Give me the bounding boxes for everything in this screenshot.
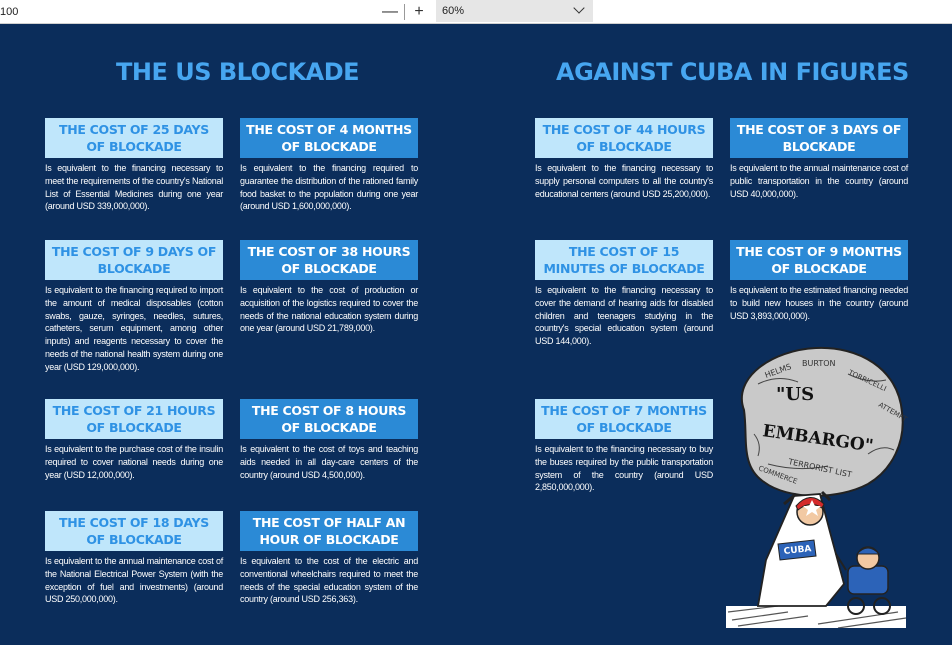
card-text: Is equivalent to the estimated financing needed to build new houses in the country (around USD 3,893,000,000). [730, 285, 908, 321]
card-heading: THE COST OF 8 HOURS OF BLOCKADE [240, 399, 418, 439]
fact-card [240, 240, 418, 335]
card-heading: THE COST OF 9 DAYS OF BLOCKADE [45, 240, 223, 280]
card-text: Is equivalent to the financing necessary to buy the buses required by the public transportation system of the country (around USD 2,850,000,000). [535, 444, 713, 493]
fact-card [730, 240, 908, 322]
rock-word-burton: BURTON [802, 359, 836, 368]
cuba-figure [758, 492, 844, 606]
page-title-left: THE US BLOCKADE [116, 58, 360, 86]
fact-card [45, 118, 223, 213]
child-in-stroller [836, 547, 890, 614]
card-text: Is equivalent to the purchase cost of the insulin required to cover national needs during one year (USD 12,000,000). [45, 444, 223, 480]
fact-card [730, 118, 908, 200]
card-heading: THE COST OF 38 HOURS OF BLOCKADE [240, 240, 418, 280]
card-text: Is equivalent to the cost of production or acquisition of the logistics required to cover the needs of the national education system during one year (around USD 21,789,000). [240, 285, 418, 334]
fact-card [240, 399, 418, 481]
card-heading: THE COST OF HALF AN HOUR OF BLOCKADE [240, 511, 418, 551]
fact-card [45, 511, 223, 606]
child-cap [857, 548, 879, 554]
viewer-toolbar [0, 0, 952, 24]
card-heading: THE COST OF 25 DAYS OF BLOCKADE [45, 118, 223, 158]
embargo-cartoon-illustration [718, 344, 910, 628]
card-text: Is equivalent to the financing necessary to meet the requirements of the country's National List of Essential Medicines during one year (around USD 339,000,000). [45, 163, 223, 212]
card-text: Is equivalent to the cost of toys and teaching aids needed in all day-care centers of the country (around USD 4,500,000). [240, 444, 418, 480]
card-text: Is equivalent to the annual maintenance cost of the National Electrical Power System (with the exception of fuel and investments) (around USD 250,000,000). [45, 556, 223, 605]
card-text: Is equivalent to the financing required to guarantee the distribution of the rationed family food basket to the population during one year (around USD 1,600,000,000). [240, 163, 418, 212]
card-heading: THE COST OF 4 MONTHS OF BLOCKADE [240, 118, 418, 158]
card-text: Is equivalent to the financing required to import the amount of medical disposables (cotton swabs, gauze, syringes, needles, sutures, catheters, serum equipment, among other inputs) and reagents necessary to cover the needs of the national health system during one year (USD 129,000,000). [45, 285, 223, 372]
rock-word-torricelli: TORRICELLI [847, 368, 888, 394]
rock-word-commerce: COMMERCE [757, 464, 799, 486]
rock-word-terrorist: TERRORIST LIST [787, 457, 853, 480]
card-text: Is equivalent to the financing necessary to cover the demand of hearing aids for disabled children and teenagers studying in the country's special education system (around USD 144,000). [535, 285, 713, 347]
card-heading: THE COST OF 9 MONTHS OF BLOCKADE [730, 240, 908, 280]
fact-card [535, 240, 713, 348]
fact-card [240, 511, 418, 606]
cuba-label: CUBA [783, 544, 812, 557]
rock-embargo-line1: "US [776, 384, 815, 405]
zoom-value: 60% [442, 5, 465, 17]
zoom-in-button[interactable]: + [414, 3, 424, 20]
fact-card [535, 118, 713, 200]
page-number-field[interactable]: 100 [0, 6, 19, 18]
toolbar-divider [404, 4, 405, 20]
card-heading: THE COST OF 44 HOURS OF BLOCKADE [535, 118, 713, 158]
zoom-out-button[interactable]: — [382, 3, 398, 20]
rock-word-helms: HELMS [763, 362, 793, 380]
card-heading: THE COST OF 21 HOURS OF BLOCKADE [45, 399, 223, 439]
card-heading: THE COST OF 7 MONTHS OF BLOCKADE [535, 399, 713, 439]
fact-card [45, 240, 223, 374]
fact-card [535, 399, 713, 494]
card-heading: THE COST OF 15 MINUTES OF BLOCKADE [535, 240, 713, 280]
card-text: Is equivalent to the financing necessary to supply personal computers to all the country's educational centers (around USD 25,200,000). [535, 163, 713, 199]
card-text: Is equivalent to the cost of the electric and conventional wheelchairs required to meet the needs of the special education system of the country (around USD 256,363). [240, 556, 418, 605]
chevron-down-icon [573, 2, 584, 13]
rock-word-attempt: ATTEMPT [877, 400, 909, 424]
page-title-right: AGAINST CUBA IN FIGURES [556, 58, 909, 86]
rock-embargo-line2: EMBARGO" [761, 421, 875, 457]
stroller-body [848, 566, 888, 594]
zoom-dropdown[interactable] [436, 0, 593, 22]
card-text: Is equivalent to the annual maintenance cost of public transportation in the country (around USD 40,000,000). [730, 163, 908, 199]
fact-card [45, 399, 223, 481]
fact-card [240, 118, 418, 213]
card-heading: THE COST OF 3 DAYS OF BLOCKADE [730, 118, 908, 158]
card-heading: THE COST OF 18 DAYS OF BLOCKADE [45, 511, 223, 551]
